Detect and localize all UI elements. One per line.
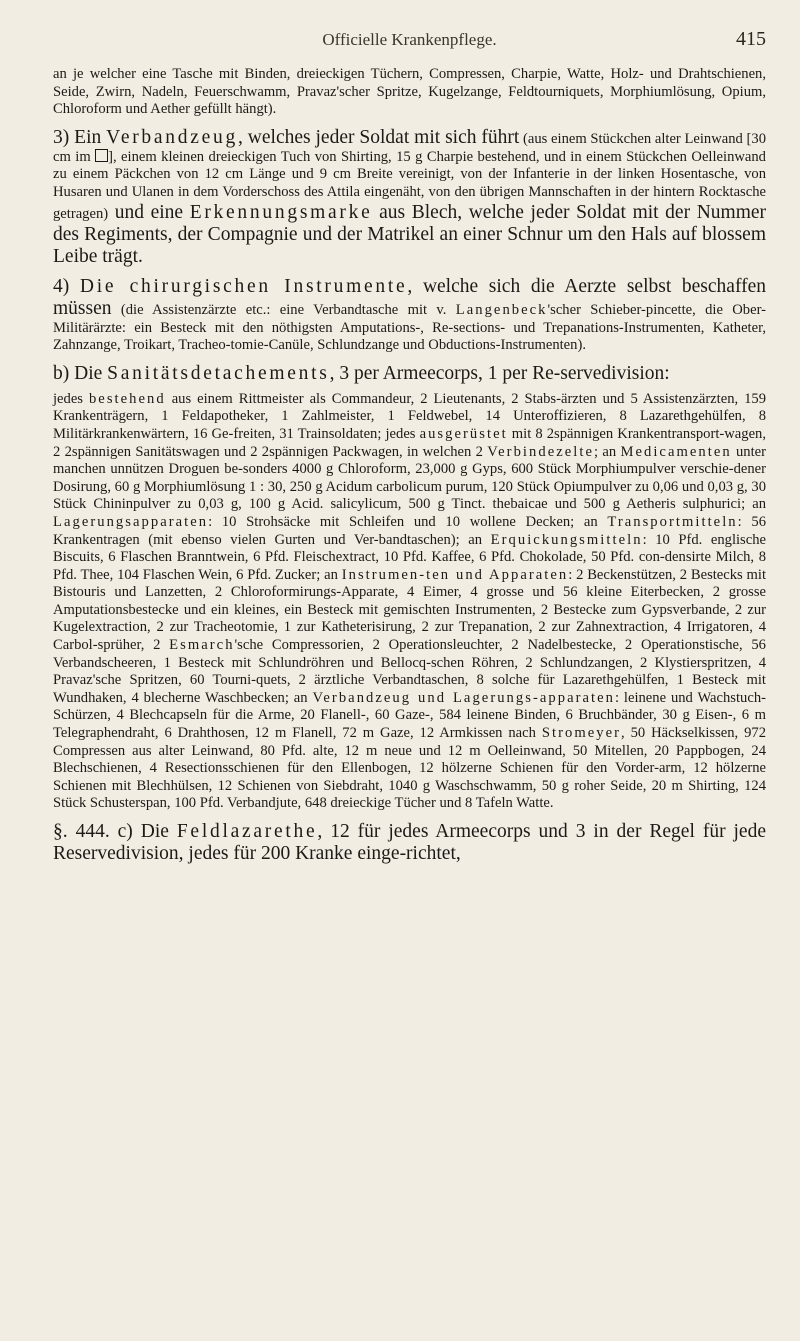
section-3-body-a: (aus einem Stückchen alter Leinwand [30 cm im	[53, 130, 766, 165]
section-4-instrumente	[53, 276, 766, 355]
section-b-text: 'sche Compressorien, 2 Operationsleuchter, 2 Nadelbestecke, 2 Operationstische, 56 Verbandscheeren, 1 Besteck mit Schlundröhren und Bellocq-schen Röhren, 2 Schlundzangen, 2 Klystierspritzen, 4 Pravaz'sche Spritzen, 60 Tourni-quets, 2 ärztliche Verbandtaschen, 8 solche für Lazarethgehülfen, 1 Besteck mit Wundhaken, 4 blecherne Waschbecken; an	[53, 637, 766, 706]
section-b-spaced-term: Medicamenten	[620, 443, 732, 460]
paragraph-continued: an je welcher eine Tasche mit Binden, dreieckigen Tüchern, Compressen, Charpie, Watte, Holz- und Drahtschienen, Seide, Zwirn, Nadeln, Feuerschwamm, Pravaz'scher Spritze, Kugelzange, Feldtourniquets, Morphiumlösung, Opium, Chloroform und Aether gefüllt hängt).	[53, 66, 766, 118]
section-4-head-tail: , welche sich die Aerzte selbst beschaffen müssen	[53, 275, 766, 319]
section-b-text: : leinene und Wachstuch-Schürzen, 4 Blechcapseln für die Arme, 20 Flanell-, 60 Gaze-, 584 leinene Binden, 6 Bruchbänder, 30 g Eisen-, 6 m Telegraphendraht, 6 Drahthosen, 12 m Flanell, 72 m Gaze, 12 Armkissen nach	[53, 689, 766, 742]
section-444-feldlazarethe	[53, 821, 766, 865]
section-b-text: aus einem Rittmeister als Commandeur, 2 Lieutenants, 2 Stabs-ärzten und 5 Assistenzärzten, 159 Krankenträgern, 1 Feldapotheker, 1 Zahlmeister, 1 Feldwebel, 14 Unteroffizieren, 8 Lazarethgehülfen, 8 Militärkrankenwärtern, 16 Ge-freiten, 31 Trainsoldaten; jedes	[53, 390, 767, 442]
section-4-term: Die chirurgischen Instrumente	[79, 275, 408, 297]
section-b-text: : 10 Pfd. englische Biscuits, 6 Flaschen Branntwein, 6 Pfd. Fleischextract, 10 Pfd. Kaffee, 6 Pfd. Chokolade, 50 Pfd. con-densirte Milch, 8 Pfd. Thee, 104 Flaschen Wein, 6 Pfd. Zucker; an	[53, 531, 766, 583]
section-b-text: jedes	[53, 390, 89, 407]
section-b-text: : 10 Strohsäcke mit Schleifen und 10 wollene Decken; an	[208, 513, 608, 530]
section-444-head: §. 444. c) Die	[53, 821, 177, 842]
section-b-spaced-term: ausgerüstet	[419, 425, 508, 442]
section-3-verbandzeug	[53, 127, 766, 268]
section-4-name: Langenbeck	[455, 301, 548, 318]
section-b-spaced-term: Erquickungsmitteln	[490, 531, 643, 548]
section-3-head-tail: , welches jeder Soldat mit sich führt	[238, 126, 520, 148]
page-number: 415	[736, 28, 766, 50]
section-3-head: 3) Ein	[53, 126, 107, 148]
section-444-term: Feldlazarethe	[176, 821, 318, 842]
section-b-text: , 50 Häckselkissen, 972 Compressen aus alter Leinwand, 80 Pfd. alte, 12 m neue und 12 m Oelleinwand, 50 Mitellen, 20 Pappbogen, 24 Blechschienen, 4 Resectionsschienen für den Ellenbogen, 12 hölzerne Schienen für den Vorder-arm, 12 hölzerne Schienen mit Blechhülsen, 12 Schienen von Siebdraht, 1040 g Waschschwamm, 50 g roher Seide, 20 m Shirting, 124 Stück Schusterspan, 100 Pfd. Verbandjute, 648 dreieckige Tücher und 8 Tafeln Watte.	[53, 725, 767, 812]
section-b-spaced-term: Stromeyer	[541, 725, 622, 742]
section-b-spaced-term: Verbindezelte	[487, 443, 594, 460]
section-b-spaced-term: Verbandzeug und Lagerungs-apparaten	[312, 689, 615, 706]
section-b-text: mit 8 2spännigen Krankentransport-wagen, 2 2spännigen Sanitätswagen und 2 2spännigen Packwagen, in welchen 2	[53, 425, 766, 460]
section-3-body-b: ], einem kleinen dreieckigen Tuch von Shirting, 15 g Charpie bestehend, und in einem Stückchen Oelleinwand zu einem Päckchen von 12 cm Länge und 9 cm Breite vereinigt, von der Infanterie in der linken Hosentasche, von Husaren und Ulanen in dem Vorderschoss des Attila eingenäht, von den übrigen Mannschaften in der hintern Rocktasche getragen)	[53, 148, 766, 222]
section-b-spaced-term: Lagerungsapparaten	[53, 513, 209, 530]
section-b-text: unter manchen unnützen Droguen be-sonders 4000 g Chloroform, 23,000 g Gyps, 600 Stück Morphiumpulver verschie-dener Dosirung, 60 g Morphiumlösung 1 : 30, 250 g Acidum carbolicum purum, 120 Stück Opiumpulver zu 0,06 und 0,03 g, 30 Stück Chininpulver zu 0,03 g, 100 g Acid. salicylicum, 500 g Tinct. thebaicae und 500 g Aetheris sulphurici; an	[53, 443, 766, 513]
section-b-body	[53, 391, 766, 813]
section-b-head: b) Die	[53, 362, 108, 384]
section-b-text: : 2 Beckenstützen, 2 Bestecks mit Bistouris und Lanzetten, 2 Chloroformirungs-Apparate, 4 Eimer, 4 grosse und 56 kleine Eiterbecken, 2 grosse Amputationsbestecke und ein kleines, ein Besteck mit gemischten Instrumenten, 2 Bestecke zum Gypsverbande, 2 zur Kugelextraction, 2 zur Tracheotomie, 1 zur Katheterisirung, 2 zur Trepanation, 2 zur Zahnextraction, 4 Irrigatoren, 4 Carbol-sprüher, 2	[53, 566, 766, 654]
square-symbol-icon	[95, 149, 108, 162]
section-b-spaced-term: Instrumen-ten und Apparaten	[341, 566, 569, 583]
section-b-spaced-term: Esmarch	[169, 637, 235, 654]
section-b-term: Sanitätsdetachements	[107, 362, 330, 384]
section-3-tail-b: aus Blech, welche jeder Soldat mit der Nummer des Regiments, der Compagnie und der Matrikel an einer Schnur um den Hals auf blossem Leibe trägt.	[53, 201, 767, 267]
section-4-body-a: (die Assistenzärzte etc.: eine Verbandtasche mit v.	[120, 301, 456, 318]
running-title: Officielle Krankenpflege.	[322, 30, 497, 49]
section-b-head-tail: , 3 per Armeecorps, 1 per Re-servedivision:	[329, 362, 670, 384]
section-b-sanitaetsdetachements	[53, 363, 766, 385]
section-3-term-2: Erkennungsmarke	[189, 201, 373, 223]
section-b-spaced-term: bestehend	[88, 390, 166, 407]
running-head	[53, 30, 766, 54]
section-b-spaced-term: Transportmitteln	[607, 513, 738, 530]
section-b-text: : 56 Krankentragen (mit ebenso vielen Gurten und Ver-bandtaschen); an	[53, 513, 766, 548]
section-444-tail: , 12 für jedes Armeecorps und 3 in der Regel für jede Reservedivision, jedes für 200 Kranke einge-richtet,	[53, 821, 766, 864]
section-4-body-b: 'scher Schieber-pincette, die Ober-Militärärzte: ein Besteck mit den nöthigsten Amputations-, Re-sections- und Trepanations-Instrumenten, Katheter, Zahnzange, Troikart, Tracheo-tomie-Canüle, Schlundzange und Obductions-Instrumenten).	[53, 301, 767, 354]
section-3-term: Verbandzeug	[106, 126, 238, 148]
section-3-tail-a: und eine	[108, 201, 190, 223]
section-b-text: ; an	[593, 443, 621, 460]
section-4-head: 4)	[53, 275, 80, 297]
